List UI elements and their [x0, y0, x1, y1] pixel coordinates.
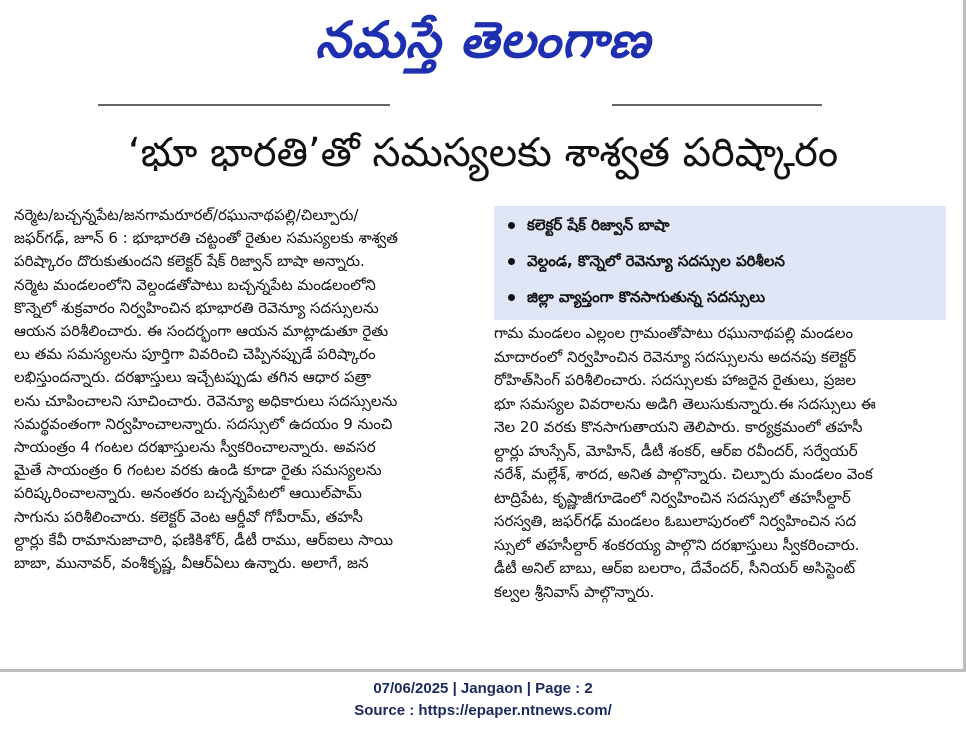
- bullet-icon: [508, 294, 515, 301]
- article-line: లు తమ సమస్యలను పూర్తిగా వివరించి చెప్పినప్పుడే పరిష్కారం: [14, 345, 376, 364]
- article-line: నరేశ్, మల్లేశ్, శారద, అనిత పాల్గొన్నారు. చిల్పూరు మండలం వెంక: [494, 465, 873, 483]
- highlight-item: [508, 246, 785, 276]
- article-line: మాదారంలో నిర్వహించిన రెవెన్యూ సదస్సులను అదనపు కలెక్టర్: [494, 347, 857, 366]
- divider-right: [612, 104, 822, 106]
- bullet-icon: [508, 222, 515, 229]
- article-line: టాద్రిపేట, కృష్ణాజీగూడెంలో నిర్వహించిన సదస్సులో తహసీల్దార్: [494, 488, 851, 507]
- highlight-text: కలెక్టర్ షేక్ రిజ్వాన్ బాషా: [527, 216, 670, 234]
- article-line: సాయంత్రం 4 గంటల దరఖాస్తులను స్వీకరించాలన్నారు. అవసర: [14, 438, 376, 457]
- article-line: బాబా, మునావర్, వంశీకృష్ణ, వీఆర్‌ఏలు ఉన్నారు. అలాగే, జన: [14, 554, 369, 573]
- article-line: నర్మెట/బచ్చన్నపేట/జనగామరూరల్/రఘునాథపల్లి/చిల్పూరు/: [14, 206, 359, 224]
- article-line: మైతే సాయంత్రం 6 గంటల వరకు ఉండి కూడా రైతు సమస్యలను: [14, 461, 382, 480]
- headline: ‘భూ భారతి’తో సమస్యలకు శాశ్వత పరిష్కారం: [127, 130, 839, 176]
- highlight-text: వెల్దండ, కొన్నెలో రెవెన్యూ సదస్సుల పరిశీలన: [527, 252, 785, 270]
- masthead: నమస్తే తెలంగాణ: [315, 10, 651, 69]
- footer-date-edition: 07/06/2025 | Jangaon | Page : 2: [373, 680, 593, 697]
- highlight-item: [508, 282, 765, 312]
- footer-source: Source : https://epaper.ntnews.com/: [354, 702, 612, 719]
- article-line: ల్దార్లు కేవీ రామానుజాచారి, ఫణికిశోర్, డీటీ రాము, ఆర్‌ఐలు సాయి: [14, 530, 394, 549]
- article-line: పరిష్కరించాలన్నారు. అనంతరం బచ్చన్నపేటలో ఆయిల్‌పామ్: [14, 484, 362, 503]
- highlight-item: [508, 210, 669, 240]
- article-line: పరిష్కారం దొరుకుతుందని కలెక్టర్ షేక్ రిజ్వాన్ బాషా అన్నారు.: [14, 252, 365, 271]
- highlight-text: జిల్లా వ్యాప్తంగా కొనసాగుతున్న సదస్సులు: [527, 288, 766, 306]
- article-right-column: [494, 322, 950, 662]
- article-line: జఫర్‌గఢ్, జూన్ 6 : భూభారతి చట్టంతో రైతుల సమస్యలకు శాశ్వత: [14, 229, 398, 248]
- article-line: లభిస్తుందన్నారు. దరఖాస్తులు ఇచ్చేటప్పుడు తగిన ఆధార పత్రా: [14, 368, 372, 387]
- article-line: సాగును పరిశీలించారు. కలెక్టర్ వెంట ఆర్డీవో గోపీరామ్, తహసీ: [14, 507, 363, 526]
- article-line: రోహిత్‌సింగ్ పరిశీలించారు. సదస్సులకు హాజరైన రైతులు, ప్రజల: [494, 371, 857, 389]
- article-line: లను చూపించాలని సూచించారు. రెవెన్యూ అధికారులు సదస్సులను: [14, 391, 398, 410]
- article-line: ఆయన పరిశీలించారు. ఈ సందర్భంగా ఆయన మాట్లాడుతూ రైతు: [14, 322, 389, 341]
- article-line: నెల 20 వరకు కొనసాగుతాయని తెలిపారు. కార్యక్రమంలో తహసీ: [494, 418, 863, 436]
- article-line: కొన్నెలో శుక్రవారం నిర్వహించిన భూభారతి రెవెన్యూ సదస్సులను: [14, 298, 379, 317]
- article-line: నర్మెట మండలంలోని వెల్దండతోపాటు బచ్చన్నపేట మండలంలోని: [14, 275, 376, 294]
- divider-left: [98, 104, 390, 106]
- article-left-column: [14, 204, 480, 664]
- article-line: గామ మండలం ఎల్లంల గ్రామంతోపాటు రఘునాథపల్లి మండలం: [494, 324, 854, 342]
- article-line: సమర్థవంతంగా నిర్వహించాలన్నారు. సదస్సులో ఉదయం 9 నుంచి: [14, 414, 393, 433]
- article-line: ల్దార్లు హుస్సేన్, మోహిన్, డీటీ శంకర్, ఆర్‌ఐ రవీందర్, సర్వేయర్: [494, 441, 858, 460]
- highlights-box: [494, 206, 946, 320]
- article-line: కల్వల శ్రీనివాస్ పాల్గొన్నారు.: [494, 582, 655, 601]
- bullet-icon: [508, 258, 515, 265]
- article-line: స్సులో తహసీల్దార్ శంకరయ్య పాల్గొని దరఖాస్తులు స్వీకరించారు.: [494, 535, 860, 554]
- article-line: భూ సమస్యల వివరాలను అడిగి తెలుసుకున్నారు.ఈ సదస్సులు ఈ: [494, 394, 876, 413]
- article-line: సరస్వతి, జఫర్‌గఢ్ మండలం ఓబులాపురంలో నిర్వహించిన సద: [494, 512, 857, 530]
- article-line: డీటీ అనిల్ బాబు, ఆర్‌ఐ బలరాం, దేవేందర్, సీనియర్ అసిస్టెంట్: [494, 559, 856, 577]
